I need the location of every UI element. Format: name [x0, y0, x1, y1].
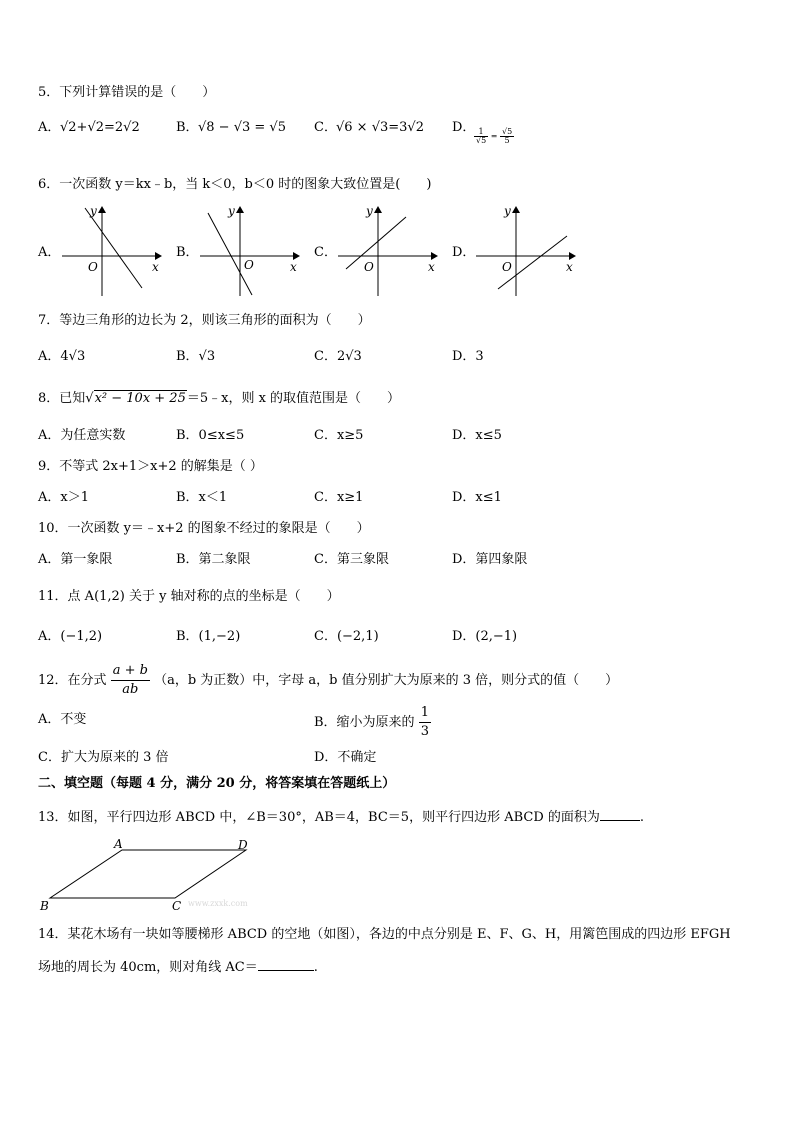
- q6-b-y: y: [228, 204, 235, 218]
- q6-a-origin: O: [88, 260, 98, 274]
- q8-sqrt-sign: √: [85, 391, 94, 406]
- q6-option-b-label: B．: [176, 245, 199, 260]
- q5-option-d: [474, 128, 514, 145]
- q10-option-c: C．第三象限: [314, 552, 389, 567]
- q6-stem: 6．一次函数 y＝kx﹣b，当 k＜0，b＜0 时的图象大致位置是( ): [38, 177, 432, 192]
- q10-option-a: A．第一象限: [38, 552, 113, 567]
- q6-b-origin: O: [244, 258, 254, 272]
- q12-option-a: A．不变: [38, 712, 87, 727]
- q5-option-b: √8 − √3 = √5: [198, 120, 286, 135]
- q6-a-y: y: [90, 204, 97, 218]
- q13-label-d: D: [238, 838, 248, 852]
- q5-d-eq: =: [490, 131, 498, 141]
- q6-d-x: x: [566, 260, 573, 274]
- q12-frac-den: ab: [122, 682, 139, 697]
- q6-graph-c: [336, 203, 446, 298]
- q5-option-c: √6 × √3=3√2: [336, 120, 424, 135]
- q13-label-c: C: [172, 899, 182, 913]
- q5-d-den1: √5: [476, 136, 487, 145]
- q12-stem: [38, 662, 618, 699]
- q10-option-d: D．第四象限: [452, 552, 528, 567]
- q7-option-b: B．√3: [176, 349, 216, 364]
- q8-radicand: x² − 10x + 25: [94, 391, 186, 406]
- q12-suffix: （a，b 为正数）中，字母 a，b 值分别扩大为原来的 3 倍，则分式的值（ ）: [154, 673, 619, 688]
- q7-stem: 7．等边三角形的边长为 2，则该三角形的面积为（ ）: [38, 313, 371, 328]
- q6-a-x: x: [152, 260, 159, 274]
- q5-option-a-label: A．: [38, 120, 61, 135]
- q6-graph-a: [60, 203, 170, 298]
- q13-stem: [38, 808, 644, 824]
- q10-stem: 10．一次函数 y＝﹣x+2 的图象不经过的象限是（ ）: [38, 521, 370, 536]
- q13-text: 13．如图，平行四边形 ABCD 中，∠B＝30°，AB＝4，BC＝5，则平行四边形 ABCD 的面积为: [38, 810, 600, 825]
- q9-stem: 9．不等式 2x+1＞x+2 的解集是（ ）: [38, 459, 263, 474]
- q13-label-b: B: [40, 899, 49, 913]
- q12-option-d: D．不确定: [314, 750, 377, 765]
- q6-graph-d: [474, 203, 584, 298]
- q6-d-origin: O: [502, 260, 512, 274]
- parallelogram-abcd: [50, 850, 246, 898]
- q12-option-b-text: B．缩小为原来的: [314, 715, 415, 730]
- q14-end: .: [313, 960, 318, 975]
- q12-option-b-fraction: [419, 704, 431, 741]
- q8-suffix: ＝5﹣x，则 x 的取值范围是（ ）: [186, 391, 401, 406]
- q7-option-c: C．2√3: [314, 349, 362, 364]
- q6-c-origin: O: [364, 260, 374, 274]
- q5-d-num1: 1: [474, 128, 488, 137]
- q6-c-y: y: [366, 204, 373, 218]
- q6-option-d-label: D．: [452, 245, 476, 260]
- q8-option-b: B．0≤x≤5: [176, 428, 245, 443]
- q7-option-a: A．4√3: [38, 349, 86, 364]
- q7-option-d: D．3: [452, 349, 484, 364]
- q8-option-d: D．x≤5: [452, 428, 502, 443]
- q6-graph-b: [198, 203, 308, 298]
- q14-line1: 14．某花木场有一块如等腰梯形 ABCD 的空地（如图），各边的中点分别是 E、F、G、H，用篱笆围成的四边形 EFGH: [38, 927, 731, 942]
- q12-b-den: 3: [420, 724, 429, 739]
- section-2-heading: 二、填空题（每题 4 分，满分 20 分，将答案填在答题纸上）: [38, 776, 396, 791]
- q5-d-num2: √5: [501, 127, 513, 136]
- q12-prefix: 12．在分式: [38, 673, 107, 688]
- q11-option-d: D．(2,−1): [452, 629, 518, 644]
- q9-option-c: C．x≥1: [314, 490, 364, 505]
- q8-option-a: A．为任意实数: [38, 428, 126, 443]
- q11-stem: 11．点 A(1,2) 关于 y 轴对称的点的坐标是（ ）: [38, 589, 340, 604]
- q14-line2: [38, 958, 318, 974]
- q11-option-b: B．(1,−2): [176, 629, 241, 644]
- q12-fraction: [111, 662, 150, 699]
- q14-text: 场地的周长为 40cm，则对角线 AC＝: [38, 960, 258, 975]
- q13-answer-blank[interactable]: [600, 808, 640, 821]
- q5-d-den2: 5: [504, 136, 510, 145]
- q8-prefix: 8．已知: [38, 391, 86, 406]
- q6-option-c-label: C．: [314, 245, 337, 260]
- q14-answer-blank[interactable]: [258, 958, 314, 971]
- q5-stem: 5．下列计算错误的是（ ）: [38, 85, 216, 100]
- q13-label-a: A: [114, 837, 123, 851]
- q12-frac-num: a + b: [111, 662, 150, 681]
- q13-parallelogram-figure: [38, 836, 268, 916]
- q10-option-b: B．第二象限: [176, 552, 251, 567]
- q6-option-a-label: A．: [38, 245, 61, 260]
- q11-option-c: C．(−2,1): [314, 629, 379, 644]
- q6-d-y: y: [504, 204, 511, 218]
- q5-option-d-label: D．: [452, 120, 476, 135]
- q5-option-c-label: C．: [314, 120, 337, 135]
- q11-option-a: A．(−1,2): [38, 629, 103, 644]
- q8-option-c: C．x≥5: [314, 428, 364, 443]
- q5-option-b-label: B．: [176, 120, 199, 135]
- q9-option-d: D．x≤1: [452, 490, 502, 505]
- q8-stem: [38, 392, 400, 405]
- q12-option-b: [314, 704, 431, 741]
- q6-c-x: x: [428, 260, 435, 274]
- q12-option-c: C．扩大为原来的 3 倍: [38, 750, 169, 765]
- q12-b-num: 1: [419, 704, 431, 723]
- q9-option-b: B．x＜1: [176, 490, 228, 505]
- q13-watermark: www.zxxk.com: [188, 899, 248, 908]
- q9-option-a: A．x＞1: [38, 490, 89, 505]
- q6-b-x: x: [290, 260, 297, 274]
- q5-option-a: √2+√2=2√2: [60, 120, 140, 135]
- q13-end: .: [639, 810, 645, 825]
